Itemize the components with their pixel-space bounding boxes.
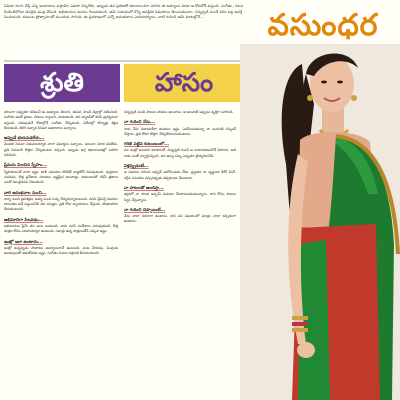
article-paragraph: నాకు నేను నిజాయతీగా ఉండటం ఇష్టం. ఎవరేమనుకున్నా నా మనసుకి నచ్చిందే చేస్తాను. ప్రతి రోజూ కొత్తగా నేర్చుకోవాలనుకుంటాను. — [124, 126, 236, 136]
article-column-left — [4, 110, 118, 398]
actress-photo — [240, 44, 400, 400]
article-column-middle — [124, 110, 236, 398]
article-paragraph: హాయిగా నవ్వుతూ కనిపించే ఈ అమ్మాయి తెలుగు, తమిళ, హిందీ చిత్రాల్లో నటించింది. సంగీతం అంటే ప్రాణం. పాటలు రాస్తుంది, పాడుతుంది. తన బ్యాండ్‌తో కలిసి ప్రదర్శనలూ ఇస్తుంది. చదువుకునే రోజుల్లోనే సంగీతం నేర్చుకుంది. విదేశాల్లో కొన్నాళ్లు శిక్షణ తీసుకుంది. తిరిగి వచ్చాక సినిమా అవకాశాలు వచ్చాయి. — [4, 110, 118, 130]
section-subheading: అప్పుడే భయపడలేదు... — [4, 135, 45, 141]
article-paragraph: మా ఇంట్లో అందరూ కళాకారులే. చిన్నప్పటి నుంచీ ఆ వాతావరణంలోనే పెరిగాను. అది నాకు ఎంతో స్ఫూర్తినిచ్చింది. మా అమ్మ నన్ను ఎప్పుడూ ప్రోత్సహించేది. — [124, 148, 236, 158]
article-paragraph: ఆ విషయం గురించి ఇప్పుడే ఆలోచించడం లేదు. ప్రస్తుతం నా దృష్టంతా కెరీర్ మీదే. సరైన సమయం వచ్చినప్పుడు తప్పకుండా చెబుతాను. — [124, 170, 236, 180]
section-subheading: గరిటె పట్టిన కుటుంబంలో... — [124, 141, 170, 147]
article-paragraph: మొదటి సినిమా విడుదలయ్యాక చాలా విమర్శలు వచ్చాయి. అయినా నిరాశ పడలేదు. ప్రతి సినిమాకి కొత్తగా నేర్చుకుంటూ వచ్చింది. ఇప్పుడు అగ్ర కథానాయికల్లో ఒకరిగా నిలిచింది. — [4, 142, 118, 158]
article-paragraph: స్నేహితులంటే చాలా ఇష్టం. ఖాళీ సమయం దొరికితే వాళ్లతోనే గడుపుతుంది. పుస్తకాలు చదవడం, కొత్త ప్రదేశాలు చూడటం ఇష్టమైన అలవాట్లు. కుటుంబంతో గడిపే క్షణాలు ఎంతో విలువైనవని చెబుతుంది. — [4, 169, 118, 185]
section-brand-title: వసుంధర — [267, 8, 379, 43]
section-subheading: ప్రేమను మించిన స్నేహం... — [4, 162, 47, 168]
article-paragraph: చిన్నప్పటి నుంచీ పాటలు పాడటం అలవాటు. ఆ అలవాటే ఇప్పుడు వృత్తిగా మారింది. — [124, 110, 234, 114]
section-subheading: వారి అనుభవాల నుంచి... — [4, 189, 47, 195]
section-subheading: నా గురించి నేను... — [124, 119, 156, 125]
headline-right: హాసం — [124, 64, 244, 102]
headline-left: శ్రుతి — [4, 64, 120, 102]
section-subheading: నా గురించి చెప్పాలంటే... — [124, 206, 166, 212]
article-paragraph: త్వరలో నా సొంత ఆల్బమ్ విడుదల చేయాలనుకుంటున్నాను. దాని కోసం పాటలు సిద్ధం చేస్తున్నాను. — [124, 192, 236, 202]
section-subheading: పెళ్లెప్పుడంటే... — [124, 163, 149, 169]
article-paragraph: నేను చాలా సరదాగా ఉంటాను. కానీ పని విషయంలో మాత్రం చాలా కచ్చితంగా ఉంటాను. — [124, 214, 236, 224]
section-subheading: ఇంట్లో ఇలా ఉంటాను... — [4, 238, 43, 244]
article-paragraph: ఇంట్లో ఉన్నప్పుడు సాధారణ అమ్మాయిలానే ఉంటుంది. వంట చేయడం, పెంపుడు జంతువులతో ఆడుకోవడం ఇష్టం. సంగీతం వింటూ విశ్రాంతి తీసుకుంటుంది. — [4, 245, 118, 256]
section-subheading: నా పాటలతో అలరిస్తా... — [124, 184, 164, 190]
section-subheading: అభిమానిగా పిలవడం... — [4, 216, 44, 222]
article-paragraph: అభిమానుల ప్రేమే తన బలం అంటుంది. వారు పంపే సందేశాలు చదువుతుంది. కొత్త పాత్రల కోసం ఎదురుచూస్తూ ఉంటుంది. సవాళ్లు ఉన్న పాత్రలంటేనే ఎక్కువ ఇష్టం. — [4, 224, 118, 234]
actress-illustration — [240, 44, 400, 400]
intro-paragraph: సినిమా రంగం చేస్తే ఎన్ని అవకాశాలు వస్తాయో ఎవరూ చెప్పలేరు. ఇప్పుడు తన ప్రతిభతో కథానాయికగా ఎదిగిన ఈ అమ్మాయి కూడా ఆ కోవలోకే వస్తుంది. సంగీతం, నటన రెండింటిలోనూ తనదైన ముద్ర వేసింది. అభిమానుల మనసు గెలుచుకుంది. ఆమె పయనంలో కొన్ని ఆసక్తికర విషయాలు తెలుసుకుందాం. చిన్నప్పటి నుంచే కళల పట్ల ఆసక్తి పెంచుకుంది. కుటుంబ ప్రోత్సాహంతో ముందుకు సాగింది. ఈ ప్రయాణంలో ఎన్నో అనుభవాలు ఎదురయ్యాయి. వాటి గురించి ఆమె మాటల్లోనే... — [4, 4, 244, 20]
article-paragraph: నాన్న నుంచి క్రమశిక్షణ, అమ్మ నుంచి ఓర్పు నేర్చుకున్నానంటుంది. పనిని ప్రేమిస్తే విజయం దానంతట అదే వస్తుందనేది తన నమ్మకం. ప్రతి రోజు వ్యాయామం చేస్తుంది. పోషకాహారం తీసుకుంటుంది. — [4, 196, 118, 212]
